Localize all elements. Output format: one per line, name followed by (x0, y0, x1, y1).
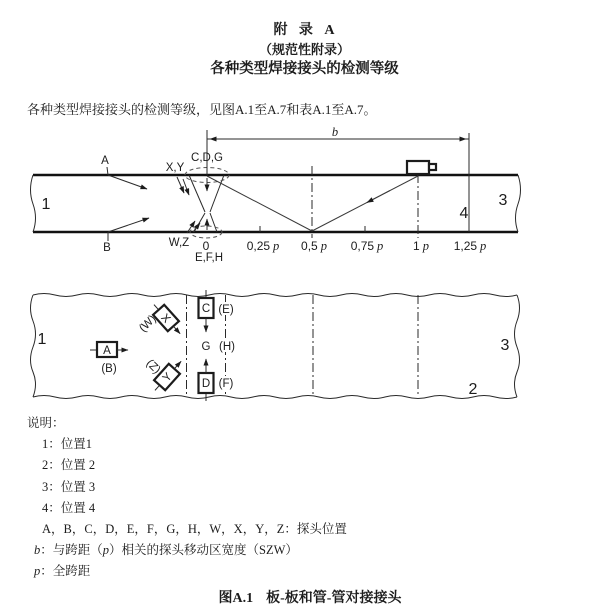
probe-d-letter: D (201, 378, 211, 390)
probe-position-a (101, 155, 147, 189)
plate-surfaces (31, 175, 521, 232)
label-cdg: C,D,G (191, 152, 223, 164)
legend (27, 413, 347, 583)
probe-c-alt-label: (E) (218, 304, 234, 316)
legend-item-4: 4：位置 4 (42, 500, 96, 515)
probe-a-alt-label: (B) (101, 363, 117, 375)
probe-c-letter: C (201, 303, 211, 315)
legend-item-1: 1：位置1 (42, 437, 93, 452)
figure-caption-title: 板-板和管-管对接接头 (266, 591, 402, 606)
intro-paragraph: 各种类型焊接接头的检测等级，见图A.1至A.7和表A.1至A.7。 (27, 102, 377, 117)
tick-025p: 0,25 p (246, 239, 280, 253)
label-b: B (103, 242, 111, 254)
figure-a1-plan-view (0, 282, 609, 410)
probe-position-wz (169, 221, 200, 249)
legend-heading: 说明： (27, 416, 65, 430)
break-line-right (515, 295, 520, 397)
tick-075p: 0,75 p (350, 239, 384, 253)
probe-symbol-d (199, 359, 214, 401)
probe-g-alt-label: (H) (219, 341, 235, 353)
zone-1-label: 1 (37, 331, 47, 348)
break-line-left (31, 175, 36, 232)
zone-2-label: 2 (468, 381, 478, 398)
break-line-left (31, 295, 36, 397)
label-efh: E,F,H (194, 252, 224, 264)
figure-caption-number: 图A.1 (218, 591, 254, 606)
break-line-right (516, 175, 521, 232)
legend-item-p: p：全跨距 (34, 564, 91, 579)
zone-3-label: 3 (498, 192, 508, 209)
probe-symbol-a (90, 342, 128, 357)
probe-position-b (103, 218, 149, 254)
probe-icon (407, 161, 436, 174)
figure-caption (0, 587, 609, 607)
probe-g-letter: G (201, 341, 211, 353)
probe-x-letter: X (158, 311, 173, 326)
probe-d-alt-label: (F) (218, 378, 234, 390)
dimension-b (207, 125, 469, 232)
appendix-title: 各种类型焊接接头的检测等级 (210, 61, 399, 77)
zone-3-label: 3 (500, 337, 510, 354)
legend-item-b: b：与跨距（p）相关的探头移动区宽度（SZW） (34, 543, 298, 558)
tick-05p: 0,5 p (301, 239, 327, 253)
legend-item-3: 3：位置 3 (42, 479, 96, 494)
skip-distance-scale (203, 226, 487, 253)
probe-x-alt-label: (W) (137, 313, 159, 335)
probe-a-letter: A (103, 345, 111, 357)
zone-1-label: 1 (41, 196, 51, 213)
appendix-subheading: （规范性附录） (258, 42, 350, 57)
tick-1p: 1 p (413, 239, 429, 253)
zone-4-label: 4 (459, 205, 469, 222)
tick-0: 0 (202, 239, 210, 253)
label-a: A (101, 155, 109, 167)
appendix-heading: 附 录 A (273, 23, 336, 38)
dimension-b-label: b (331, 125, 339, 139)
tick-125p: 1,25 p (453, 239, 487, 253)
probe-position-xy (166, 162, 189, 195)
probe-y-letter: Y (160, 370, 175, 385)
label-wz: W,Z (168, 237, 190, 249)
legend-item-2: 2：位置 2 (42, 458, 96, 473)
figure-a1-section-view (0, 120, 609, 270)
probe-y-alt-label: (Z) (143, 357, 163, 377)
legend-item-probes: A，B，C，D，E，F，G，H，W，X，Y，Z：探头位置 (42, 522, 347, 537)
label-xy: X,Y (165, 162, 185, 174)
